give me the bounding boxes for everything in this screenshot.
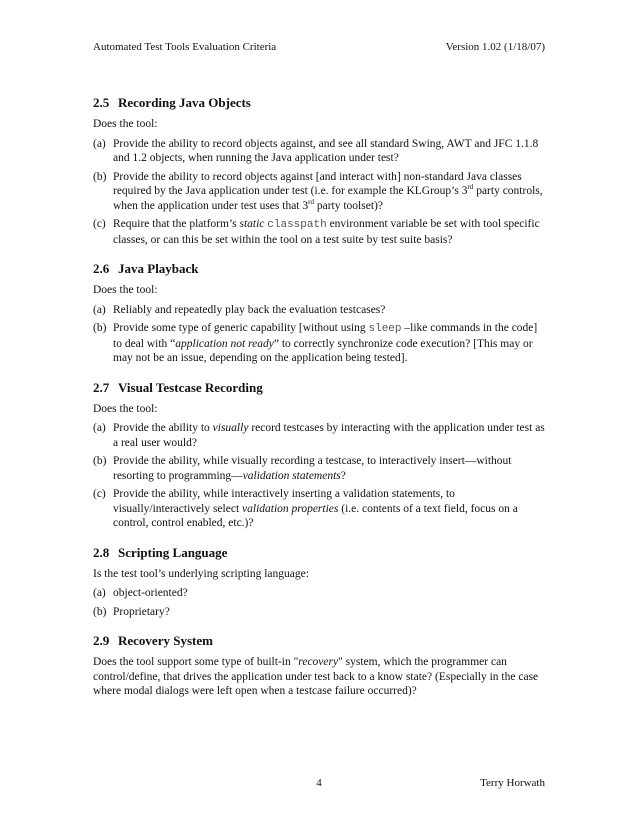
text-run: environment variable be set with tool specific classes, or can this be set within the tool on a test suite by test suite basis? [113,218,540,246]
emphasis: validation properties [242,502,339,515]
section-title: Recording Java Objects [118,95,251,110]
section-number: 2.8 [93,544,110,560]
page-footer [93,776,545,790]
text-run: Provide the ability, while visually recording a testcase, to interactively insert—without resorting to programming— [113,455,512,482]
footer-author: Terry Horwath [480,777,545,789]
section-heading [93,380,546,396]
section-title: Scripting Language [118,544,228,560]
section-title: Recovery System [118,633,213,648]
item-label: (b) [93,605,107,618]
section-number: 2.6 [93,261,110,276]
section-heading [93,95,546,111]
text-run: ” to correctly synchronize code execution? [This may or may not be an issue, depending on the application being tested]. [113,337,533,364]
section-2-7 [93,380,546,531]
text-run: Provide the ability to [113,422,213,434]
section-intro: Is the test tool’s underlying scripting language: [93,567,309,580]
item-label: (b) [93,170,107,183]
list-item [93,487,546,531]
list-item [93,421,546,450]
item-label: (a) [93,303,106,316]
page-content [93,95,546,713]
section-number: 2.9 [93,633,110,648]
emphasis: application not ready [175,337,274,350]
item-label: (c) [93,488,106,500]
item-text [113,217,546,247]
item-text [113,454,546,483]
section-number: 2.5 [93,95,110,110]
section-intro: Does the tool: [93,284,158,296]
code-text: classpath [267,219,327,231]
item-text [113,170,546,214]
text-run: Does the tool support some type of built-in " [93,656,299,668]
section-paragraph [93,655,546,699]
item-label: (c) [93,218,106,230]
emphasis: static [239,218,265,230]
list-item [93,454,546,483]
section-heading [93,633,546,649]
text-run: party controls, when the application under test uses that 3 [113,185,543,212]
page-header [93,40,545,54]
list-item [93,303,546,318]
header-title: Automated Test Tools Evaluation Criteria [93,41,277,53]
list-item [93,605,546,620]
page-number: 4 [316,777,322,789]
list-item [93,170,546,214]
section-2-6 [93,261,546,366]
emphasis: recovery [298,656,339,668]
text-run: party toolset)? [313,199,383,212]
text-run: Require that the platform’s [113,218,240,230]
item-text: Proprietary? [113,605,170,618]
section-title: Java Playback [118,261,199,276]
item-label: (b) [93,322,107,334]
section-intro: Does the tool: [93,118,158,130]
section-title: Visual Testcase Recording [118,379,263,395]
text-run: record testcases by interacting with the application under test as a real user would? [113,422,545,449]
item-text [113,487,546,531]
section-heading [93,261,546,277]
section-2-8 [93,545,546,620]
list-item [93,217,546,247]
item-text: Reliably and repeatedly play back the evaluation testcases? [113,303,386,316]
item-label: (b) [93,455,107,467]
emphasis: visually [212,422,249,434]
item-text [113,321,546,366]
list-item [93,586,546,601]
text-run: Provide some type of generic capability [without using [113,322,369,334]
list-item [93,137,546,166]
item-text: object-oriented? [113,587,188,599]
item-label: (a) [93,422,106,434]
section-heading [93,545,546,561]
text-run: " system, which the programmer can control/define, that drives the application under test back to a know state? (Especially in the case where modal dialogs were left open when a testcase failure occurred)? [93,656,539,697]
list-item [93,321,546,366]
text-run: –like commands in the code] to deal with “ [113,322,538,350]
item-text [113,421,546,450]
text-run: ? [340,469,346,482]
text-run: (i.e. contents of a text field, focus on a control, control enabled, etc.)? [113,502,518,529]
text-run: Provide the ability to record objects against [and interact with] non-standard Java classes required by the Java application under test (i.e. for example the KLGroup’s 3 [113,170,522,197]
header-version: Version 1.02 (1/18/07) [445,41,545,53]
section-intro: Does the tool: [93,402,158,415]
superscript: rd [467,183,474,192]
code-text: sleep [368,323,402,335]
text-run: Provide the ability, while interactively inserting a validation statements, to visually/interactively select [113,488,455,515]
section-number: 2.7 [93,379,110,395]
section-2-5 [93,95,546,247]
item-label: (a) [93,587,106,599]
item-text: Provide the ability to record objects against, and see all standard Swing, AWT and JFC 1.1.8 and 1.2 objects, when running the Java application under test? [113,137,539,164]
item-label: (a) [93,137,106,150]
superscript: rd [308,197,314,206]
section-2-9 [93,633,546,699]
emphasis: validation statements [242,469,341,482]
